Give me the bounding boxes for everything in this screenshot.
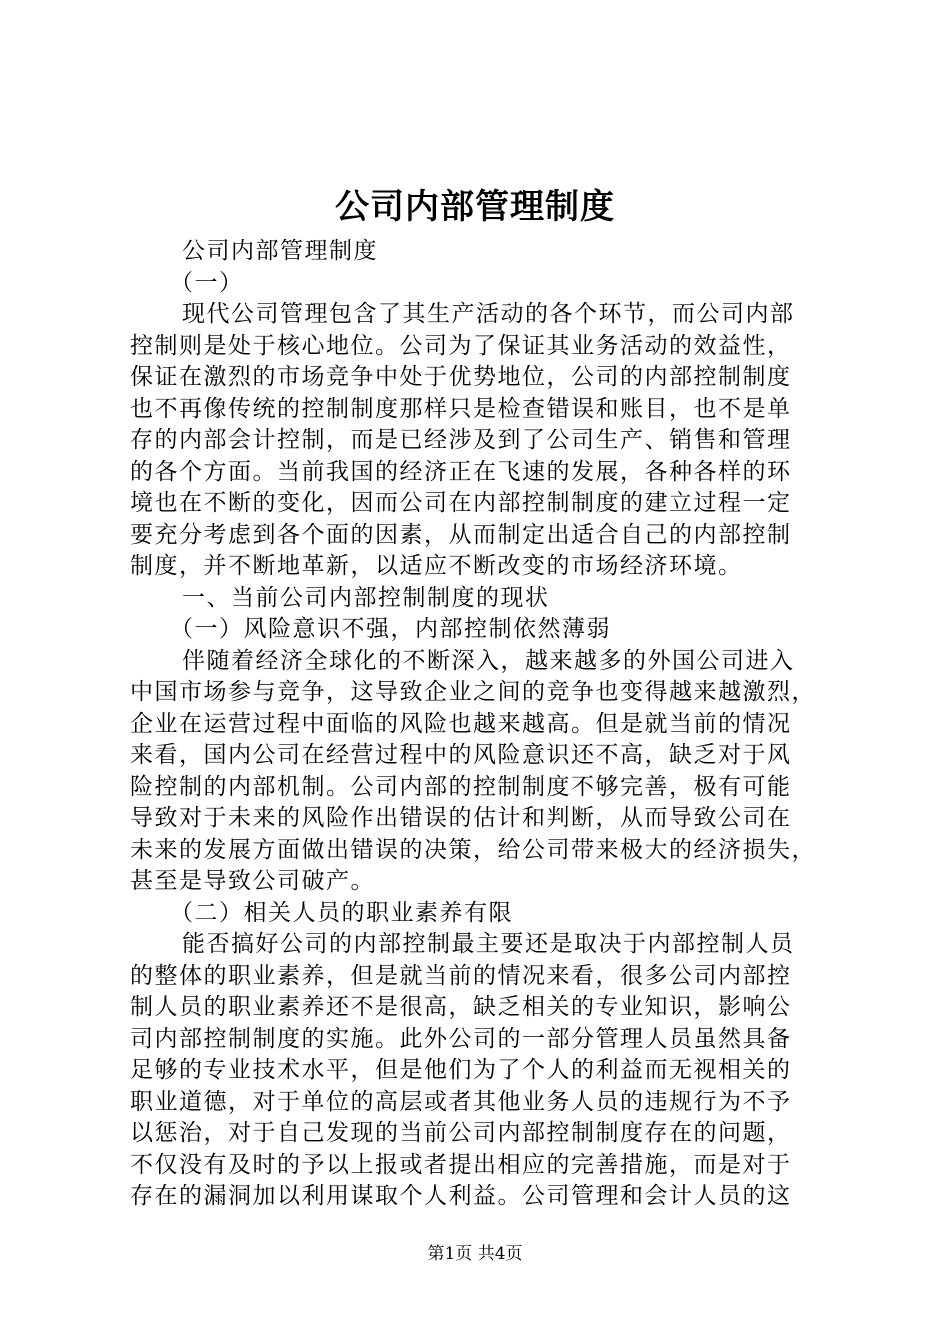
paragraph-line: 的整体的职业素养，但是就当前的情况来看，很多公司内部控 — [130, 962, 792, 989]
paragraph-line: 存在的漏洞加以利用谋取个人利益。公司管理和会计人员的这 — [130, 1183, 792, 1209]
paragraph-line: 存的内部会计控制，而是已经涉及到了公司生产、销售和管理 — [130, 427, 792, 453]
paragraph-line: 以惩治，对于自己发现的当前公司内部控制制度存在的问题， — [130, 1120, 792, 1146]
paragraph-line: 来看，国内公司在经营过程中的风险意识还不高，缺乏对于风 — [130, 742, 792, 768]
paragraph-line: 制度，并不断地革新，以适应不断改变的市场经济环境。 — [130, 553, 743, 579]
paragraph-line: 伴随着经济全球化的不断深入，越来越多的外国公司进入 — [182, 647, 795, 674]
paragraph-line: 能否搞好公司的内部控制最主要还是取决于内部控制人员 — [182, 931, 795, 957]
section-number-line: （一） — [170, 269, 244, 296]
page-footer: 第1页 共4页 — [427, 1244, 523, 1264]
subsection-heading: （二）相关人员的职业素养有限 — [170, 899, 513, 926]
paragraph-line: 的各个方面。当前我国的经济正在飞速的发展，各种各样的环 — [130, 458, 792, 485]
subsection-heading: （一）风险意识不强，内部控制依然薄弱 — [170, 616, 611, 642]
paragraph-line: 企业在运营过程中面临的风险也越来越高。但是就当前的情况 — [130, 710, 792, 737]
paragraph-line: 制人员的职业素养还不是很高，缺乏相关的专业知识，影响公 — [130, 994, 792, 1020]
paragraph-line: 境也在不断的变化，因而公司在内部控制制度的建立过程一定 — [130, 490, 792, 516]
paragraph-line: 险控制的内部机制。公司内部的控制制度不够完善，极有可能 — [130, 773, 792, 800]
paragraph-line: 职业道德，对于单位的高层或者其他业务人员的违规行为不予 — [130, 1088, 792, 1115]
paragraph-line: 司内部控制制度的实施。此外公司的一部分管理人员虽然具备 — [130, 1025, 792, 1052]
paragraph-line: 足够的专业技术水平，但是他们为了个人的利益而无视相关的 — [130, 1057, 792, 1083]
section-heading: 一、当前公司内部控制制度的现状 — [182, 584, 550, 611]
paragraph-line: 保证在激烈的市场竞争中处于优势地位，公司的内部控制制度 — [130, 364, 792, 390]
paragraph-line: 要充分考虑到各个面的因素，从而制定出适合自己的内部控制 — [130, 521, 792, 548]
paragraph-line: 也不再像传统的控制制度那样只是检查错误和账目，也不是单 — [130, 395, 792, 422]
paragraph-line: 中国市场参与竞争，这导致企业之间的竞争也变得越来越激烈， — [130, 679, 816, 705]
document-title: 公司内部管理制度 — [335, 187, 615, 227]
paragraph-line: 控制则是处于核心地位。公司为了保证其业务活动的效益性， — [130, 332, 792, 359]
document-body — [130, 236, 835, 1213]
paragraph-line: 未来的发展方面做出错误的决策，给公司带来极大的经济损失， — [130, 836, 816, 863]
subtitle-line: 公司内部管理制度 — [182, 238, 378, 264]
paragraph-line: 现代公司管理包含了其生产活动的各个环节，而公司内部 — [182, 301, 795, 327]
paragraph-line: 甚至是导致公司破产。 — [130, 868, 375, 894]
paragraph-line: 导致对于未来的风险作出错误的估计和判断，从而导致公司在 — [130, 805, 792, 831]
paragraph-line: 不仅没有及时的予以上报或者提出相应的完善措施，而是对于 — [130, 1151, 792, 1178]
